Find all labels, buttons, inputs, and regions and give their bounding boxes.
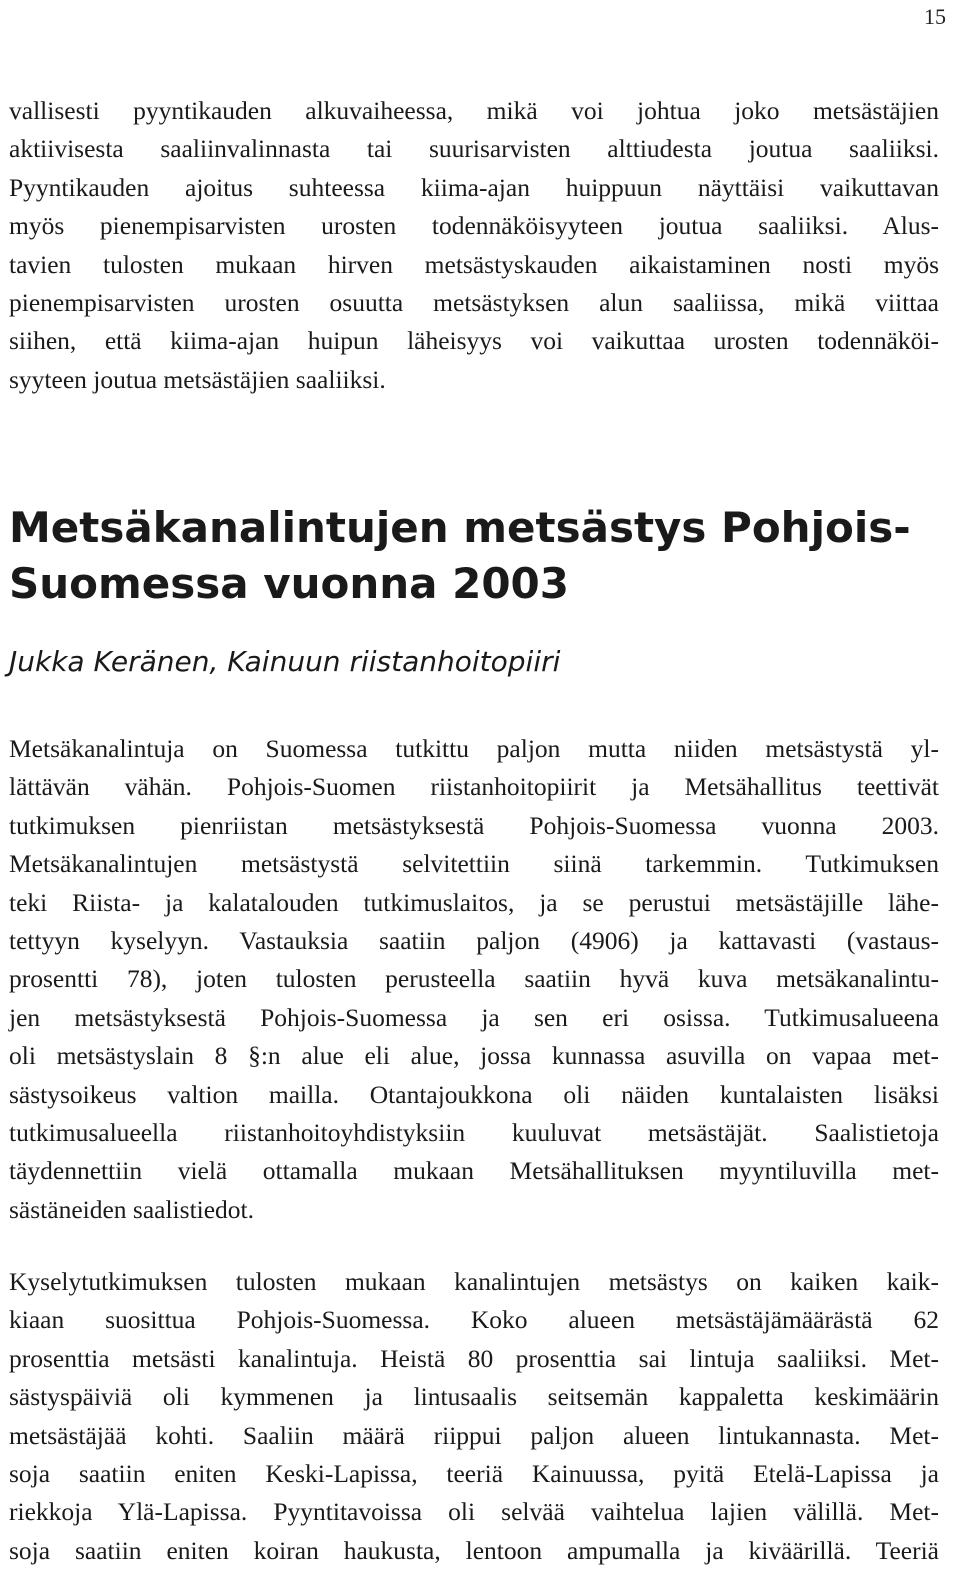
text-line: tettyyn kyselyyn. Vastauksia saatiin paljon (4906) ja kattavasti (vastaus- xyxy=(9,926,939,956)
text-line: tutkimuksen pienriistan metsästyksestä Pohjois-Suomessa vuonna 2003. xyxy=(9,810,939,840)
text-line: tutkimusalueella riistanhoitoyhdistyksiin kuuluvat metsästäjät. Saalistietoja xyxy=(9,1118,939,1148)
article-title-line: Suomessa vuonna 2003 xyxy=(9,559,570,608)
text-line: oli metsästyslain 8 §:n alue eli alue, jossa kunnassa asuvilla on vapaa met- xyxy=(9,1041,939,1071)
text-line: prosenttia metsästi kanalintuja. Heistä 80 prosenttia sai lintuja saaliiksi. Met- xyxy=(9,1343,939,1373)
text-line: myös pienempisarvisten urosten todennäköisyyteen joutua saaliiksi. Alus- xyxy=(9,211,939,241)
text-line: tavien tulosten mukaan hirven metsästyskauden aikaistaminen nosti myös xyxy=(9,249,939,279)
text-line: vallisesti pyyntikauden alkuvaiheessa, mikä voi johtua joko metsästäjien xyxy=(9,96,939,125)
text-line: Metsäkanalintuja on Suomessa tutkittu paljon mutta niiden metsästystä yl- xyxy=(9,734,939,763)
text-line: soja saatiin eniten koiran haukusta, lentoon ampumalla ja kiväärillä. Teeriä xyxy=(9,1535,939,1565)
text-line: pienempisarvisten urosten osuutta metsästyksen alun saaliissa, mikä viittaa xyxy=(9,288,939,318)
page-number: 15 xyxy=(924,4,946,29)
text-line: jen metsästyksestä Pohjois-Suomessa ja sen eri osissa. Tutkimusalueena xyxy=(9,1002,939,1032)
text-line: metsästäjää kohti. Saaliin määrä riippui paljon alueen lintukannasta. Met- xyxy=(9,1420,939,1450)
intro-paragraph xyxy=(9,92,939,399)
article-title-line: Metsäkanalintujen metsästys Pohjois- xyxy=(9,503,911,552)
text-line: Kyselytutkimuksen tulosten mukaan kanalintujen metsästys on kaiken kaik- xyxy=(9,1267,939,1296)
text-line: sästäneiden saalistiedot. xyxy=(9,1194,255,1224)
text-line: syyteen joutua metsästäjien saaliiksi. xyxy=(9,364,386,394)
text-line: täydennettiin vielä ottamalla mukaan Metsähallituksen myyntiluvilla met- xyxy=(9,1156,939,1186)
text-line: kiaan suosittua Pohjois-Suomessa. Koko alueen metsästäjämäärästä 62 xyxy=(9,1305,939,1335)
text-line: aktiivisesta saaliinvalinnasta tai suurisarvisten alttiudesta joutua saaliiksi. xyxy=(9,134,939,164)
text-line: Metsäkanalintujen metsästystä selvitettiin siinä tarkemmin. Tutkimuksen xyxy=(9,849,939,879)
text-line: riekkoja Ylä-Lapissa. Pyyntitavoissa oli selvää vaihtelua lajien välillä. Met- xyxy=(9,1497,939,1527)
text-line: sästysoikeus valtion mailla. Otantajoukkona oli näiden kuntalaisten lisäksi xyxy=(9,1079,939,1109)
text-line: sästyspäiviä oli kymmenen ja lintusaalis seitsemän kappaletta keskimäärin xyxy=(9,1382,939,1412)
text-line: Pyyntikauden ajoitus suhteessa kiima-ajan huippuun näyttäisi vaikuttavan xyxy=(9,172,939,202)
article-title xyxy=(9,500,939,612)
text-line: siihen, että kiima-ajan huipun läheisyys voi vaikuttaa urosten todennäköi- xyxy=(9,326,939,356)
article-byline: Jukka Keränen, Kainuun riistanhoitopiiri xyxy=(9,645,561,678)
text-line: lättävän vähän. Pohjois-Suomen riistanhoitopiirit ja Metsähallitus teettivät xyxy=(9,772,939,802)
article-paragraph-2 xyxy=(9,1263,939,1570)
article-paragraph-1 xyxy=(9,730,939,1229)
text-line: prosentti 78), joten tulosten perusteella saatiin hyvä kuva metsäkanalintu- xyxy=(9,964,939,994)
text-line: soja saatiin eniten Keski-Lapissa, teeriä Kainuussa, pyitä Etelä-Lapissa ja xyxy=(9,1459,939,1489)
text-line: teki Riista- ja kalatalouden tutkimuslaitos, ja se perustui metsästäjille lähe- xyxy=(9,887,939,917)
